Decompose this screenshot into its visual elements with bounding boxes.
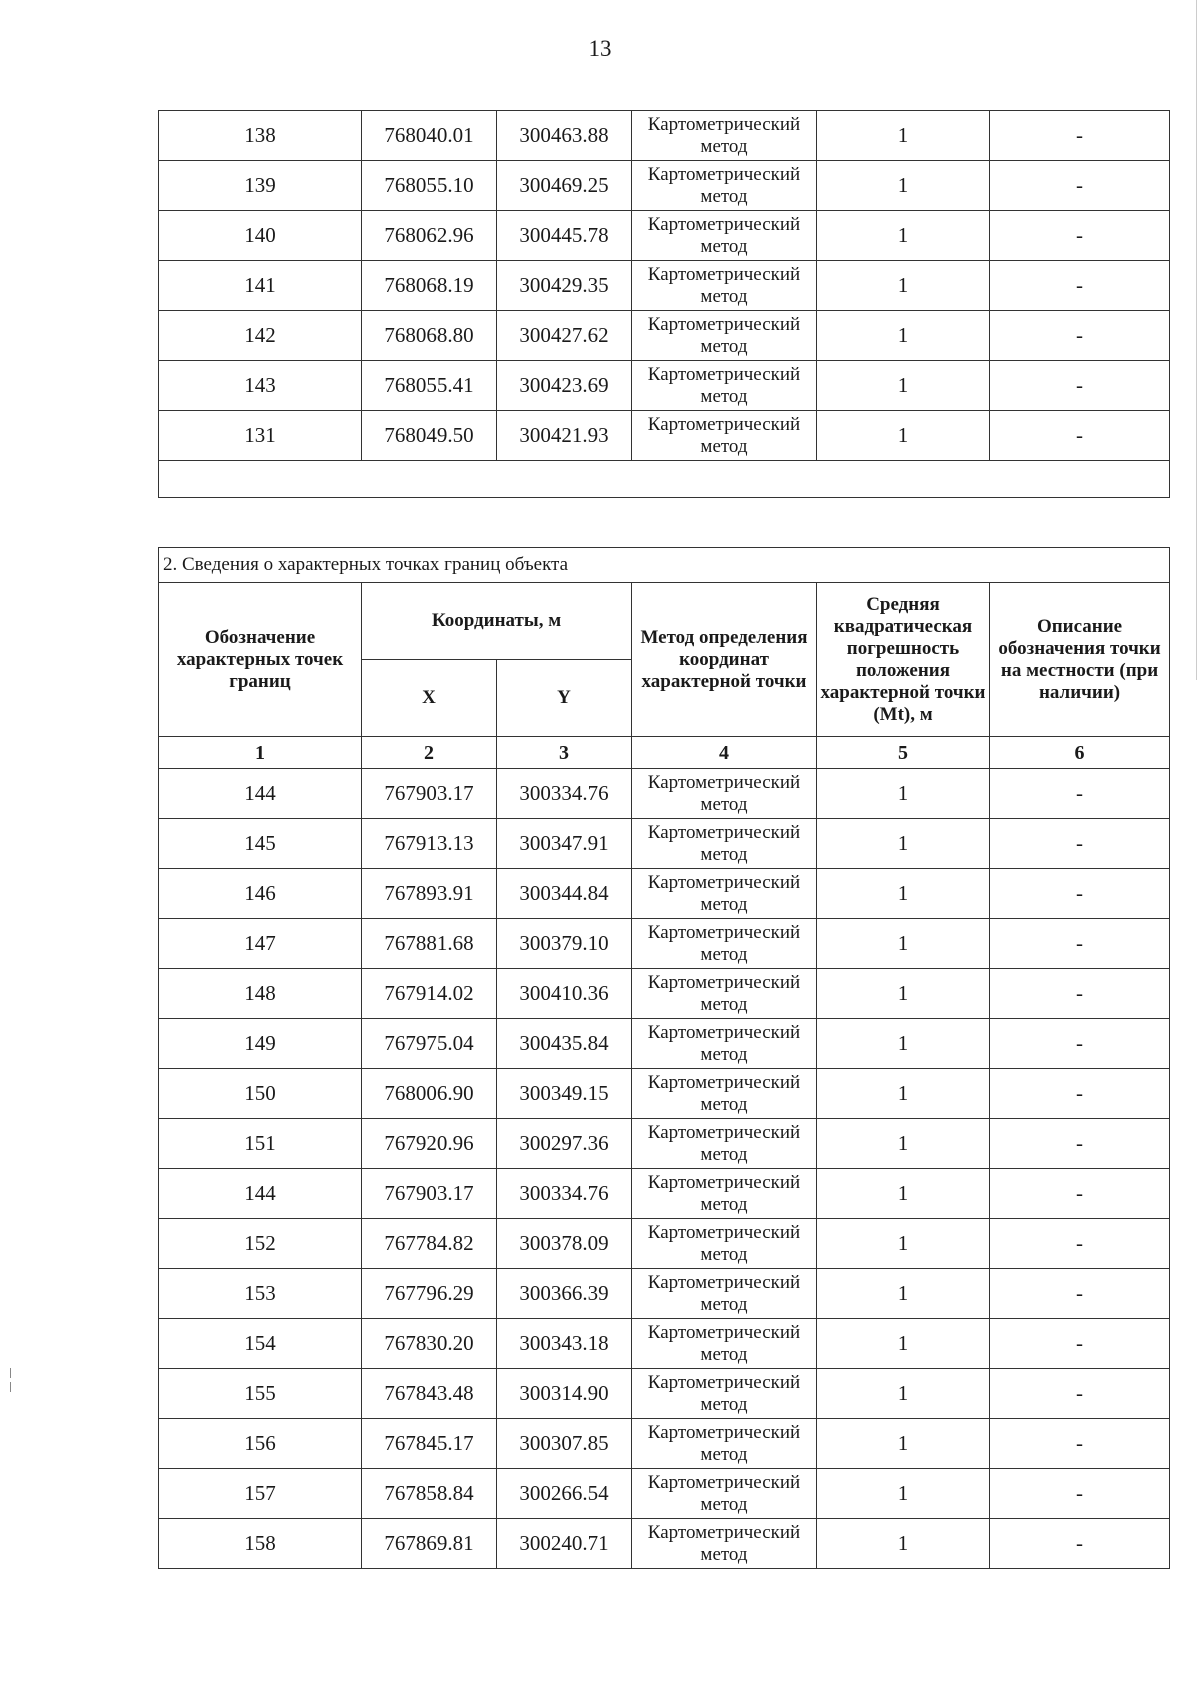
method-cell: Картометрический метод <box>632 1069 817 1119</box>
mean-error-cell: 1 <box>817 411 990 461</box>
mean-error-cell: 1 <box>817 1519 990 1569</box>
method-cell: Картометрический метод <box>632 1369 817 1419</box>
table1-row <box>159 261 1170 311</box>
mean-error-cell: 1 <box>817 1069 990 1119</box>
point-designation-cell: 144 <box>159 769 362 819</box>
method-cell: Картометрический метод <box>632 1019 817 1069</box>
method-cell: Картометрический метод <box>632 1519 817 1569</box>
description-cell: - <box>990 769 1170 819</box>
point-designation-cell: 143 <box>159 361 362 411</box>
method-cell: Картометрический метод <box>632 1169 817 1219</box>
coordinate-y-cell: 300429.35 <box>497 261 632 311</box>
table2-row <box>159 919 1170 969</box>
mean-error-cell: 1 <box>817 919 990 969</box>
point-designation-cell: 144 <box>159 1169 362 1219</box>
coordinate-x-cell: 768062.96 <box>362 211 497 261</box>
table1-row <box>159 111 1170 161</box>
description-cell: - <box>990 1419 1170 1469</box>
description-cell: - <box>990 361 1170 411</box>
description-cell: - <box>990 1369 1170 1419</box>
coordinate-y-cell: 300334.76 <box>497 769 632 819</box>
description-cell: - <box>990 819 1170 869</box>
description-cell: - <box>990 969 1170 1019</box>
header-x: X <box>362 660 497 737</box>
table2-row <box>159 769 1170 819</box>
coordinate-x-cell: 768068.19 <box>362 261 497 311</box>
description-cell: - <box>990 1169 1170 1219</box>
description-cell: - <box>990 869 1170 919</box>
coordinate-y-cell: 300379.10 <box>497 919 632 969</box>
coordinate-y-cell: 300297.36 <box>497 1119 632 1169</box>
point-designation-cell: 150 <box>159 1069 362 1119</box>
coordinate-x-cell: 768040.01 <box>362 111 497 161</box>
coordinate-x-cell: 767975.04 <box>362 1019 497 1069</box>
point-designation-cell: 153 <box>159 1269 362 1319</box>
coordinate-x-cell: 767843.48 <box>362 1369 497 1419</box>
coordinate-x-cell: 767869.81 <box>362 1519 497 1569</box>
coordinate-x-cell: 767913.13 <box>362 819 497 869</box>
page-number: 13 <box>588 36 612 61</box>
coordinate-x-cell: 768049.50 <box>362 411 497 461</box>
point-designation-cell: 131 <box>159 411 362 461</box>
coordinate-y-cell: 300410.36 <box>497 969 632 1019</box>
coordinate-y-cell: 300347.91 <box>497 819 632 869</box>
method-cell: Картометрический метод <box>632 1119 817 1169</box>
table2-row <box>159 1169 1170 1219</box>
coordinate-y-cell: 300307.85 <box>497 1419 632 1469</box>
table2-row <box>159 869 1170 919</box>
header-y: Y <box>497 660 632 737</box>
table2-row <box>159 1469 1170 1519</box>
mean-error-cell: 1 <box>817 161 990 211</box>
method-cell: Картометрический метод <box>632 1269 817 1319</box>
coordinate-y-cell: 300378.09 <box>497 1219 632 1269</box>
scan-margin-mark <box>10 1368 11 1378</box>
scan-margin-mark <box>10 1382 11 1392</box>
column-number: 1 <box>159 737 362 769</box>
header-error: Средняя квадратическая погрешность положения характерной точки (Mt), м <box>817 583 990 737</box>
mean-error-cell: 1 <box>817 261 990 311</box>
coordinate-y-cell: 300349.15 <box>497 1069 632 1119</box>
point-designation-cell: 146 <box>159 869 362 919</box>
header-method: Метод определения координат характерной точки <box>632 583 817 737</box>
point-designation-cell: 157 <box>159 1469 362 1519</box>
mean-error-cell: 1 <box>817 1169 990 1219</box>
coordinate-y-cell: 300435.84 <box>497 1019 632 1069</box>
column-number: 2 <box>362 737 497 769</box>
method-cell: Картометрический метод <box>632 919 817 969</box>
point-designation-cell: 154 <box>159 1319 362 1369</box>
table1-row <box>159 411 1170 461</box>
point-designation-cell: 149 <box>159 1019 362 1069</box>
description-cell: - <box>990 919 1170 969</box>
point-designation-cell: 148 <box>159 969 362 1019</box>
table2-row <box>159 1369 1170 1419</box>
table1-row <box>159 361 1170 411</box>
coordinate-y-cell: 300344.84 <box>497 869 632 919</box>
description-cell: - <box>990 1069 1170 1119</box>
method-cell: Картометрический метод <box>632 1419 817 1469</box>
mean-error-cell: 1 <box>817 1469 990 1519</box>
mean-error-cell: 1 <box>817 311 990 361</box>
method-cell: Картометрический метод <box>632 869 817 919</box>
method-cell: Картометрический метод <box>632 1219 817 1269</box>
point-designation-cell: 158 <box>159 1519 362 1569</box>
mean-error-cell: 1 <box>817 1269 990 1319</box>
coordinate-y-cell: 300343.18 <box>497 1319 632 1369</box>
coordinate-y-cell: 300266.54 <box>497 1469 632 1519</box>
coordinate-x-cell: 767893.91 <box>362 869 497 919</box>
empty-cell <box>159 461 1170 498</box>
table1-row <box>159 211 1170 261</box>
coordinate-y-cell: 300427.62 <box>497 311 632 361</box>
description-cell: - <box>990 261 1170 311</box>
mean-error-cell: 1 <box>817 1219 990 1269</box>
column-number: 6 <box>990 737 1170 769</box>
coordinate-y-cell: 300421.93 <box>497 411 632 461</box>
coordinate-y-cell: 300423.69 <box>497 361 632 411</box>
point-designation-cell: 155 <box>159 1369 362 1419</box>
coordinate-x-cell: 767830.20 <box>362 1319 497 1369</box>
boundary-points-table <box>158 547 1170 1569</box>
description-cell: - <box>990 311 1170 361</box>
description-cell: - <box>990 1469 1170 1519</box>
method-cell: Картометрический метод <box>632 211 817 261</box>
mean-error-cell: 1 <box>817 1319 990 1369</box>
table2-row <box>159 819 1170 869</box>
table2-row <box>159 1419 1170 1469</box>
header-coordinates: Координаты, м <box>362 583 632 660</box>
column-number: 5 <box>817 737 990 769</box>
coordinate-x-cell: 767858.84 <box>362 1469 497 1519</box>
method-cell: Картометрический метод <box>632 969 817 1019</box>
table2-row <box>159 1319 1170 1369</box>
column-number: 4 <box>632 737 817 769</box>
coordinate-x-cell: 768068.80 <box>362 311 497 361</box>
method-cell: Картометрический метод <box>632 411 817 461</box>
coordinate-y-cell: 300240.71 <box>497 1519 632 1569</box>
mean-error-cell: 1 <box>817 1119 990 1169</box>
method-cell: Картометрический метод <box>632 769 817 819</box>
coordinate-y-cell: 300366.39 <box>497 1269 632 1319</box>
coordinate-x-cell: 767920.96 <box>362 1119 497 1169</box>
mean-error-cell: 1 <box>817 111 990 161</box>
method-cell: Картометрический метод <box>632 1469 817 1519</box>
header-designation: Обозначение характерных точек границ <box>159 583 362 737</box>
coordinate-x-cell: 767845.17 <box>362 1419 497 1469</box>
point-designation-cell: 151 <box>159 1119 362 1169</box>
mean-error-cell: 1 <box>817 1369 990 1419</box>
method-cell: Картометрический метод <box>632 111 817 161</box>
description-cell: - <box>990 1269 1170 1319</box>
table1-row <box>159 161 1170 211</box>
point-designation-cell: 152 <box>159 1219 362 1269</box>
coordinate-y-cell: 300314.90 <box>497 1369 632 1419</box>
point-designation-cell: 147 <box>159 919 362 969</box>
table2-body <box>159 548 1170 1569</box>
table2-row <box>159 1019 1170 1069</box>
description-cell: - <box>990 1519 1170 1569</box>
method-cell: Картометрический метод <box>632 819 817 869</box>
mean-error-cell: 1 <box>817 211 990 261</box>
method-cell: Картометрический метод <box>632 161 817 211</box>
description-cell: - <box>990 211 1170 261</box>
mean-error-cell: 1 <box>817 1019 990 1069</box>
description-cell: - <box>990 161 1170 211</box>
coordinate-y-cell: 300334.76 <box>497 1169 632 1219</box>
coordinate-x-cell: 767914.02 <box>362 969 497 1019</box>
table2-row <box>159 1119 1170 1169</box>
table2-row <box>159 1069 1170 1119</box>
coordinate-x-cell: 768055.10 <box>362 161 497 211</box>
coordinate-x-cell: 767784.82 <box>362 1219 497 1269</box>
header-description: Описание обозначения точки на местности (при наличии) <box>990 583 1170 737</box>
table1-row <box>159 311 1170 361</box>
section-title: 2. Сведения о характерных точках границ объекта <box>159 548 1170 583</box>
description-cell: - <box>990 1119 1170 1169</box>
mean-error-cell: 1 <box>817 1419 990 1469</box>
description-cell: - <box>990 111 1170 161</box>
method-cell: Картометрический метод <box>632 361 817 411</box>
table2-row <box>159 1519 1170 1569</box>
description-cell: - <box>990 1319 1170 1369</box>
coordinate-y-cell: 300469.25 <box>497 161 632 211</box>
coordinate-x-cell: 768055.41 <box>362 361 497 411</box>
point-designation-cell: 142 <box>159 311 362 361</box>
mean-error-cell: 1 <box>817 969 990 1019</box>
table1-empty-row <box>159 461 1170 498</box>
boundary-points-table-continued <box>158 110 1170 498</box>
description-cell: - <box>990 1019 1170 1069</box>
point-designation-cell: 141 <box>159 261 362 311</box>
method-cell: Картометрический метод <box>632 1319 817 1369</box>
scan-edge-mark <box>1196 0 1197 680</box>
table1-body <box>159 111 1170 498</box>
mean-error-cell: 1 <box>817 361 990 411</box>
column-number: 3 <box>497 737 632 769</box>
description-cell: - <box>990 1219 1170 1269</box>
method-cell: Картометрический метод <box>632 261 817 311</box>
coordinate-x-cell: 767903.17 <box>362 1169 497 1219</box>
coordinate-x-cell: 768006.90 <box>362 1069 497 1119</box>
coordinate-x-cell: 767903.17 <box>362 769 497 819</box>
coordinate-y-cell: 300445.78 <box>497 211 632 261</box>
mean-error-cell: 1 <box>817 869 990 919</box>
point-designation-cell: 139 <box>159 161 362 211</box>
point-designation-cell: 138 <box>159 111 362 161</box>
coordinate-x-cell: 767796.29 <box>362 1269 497 1319</box>
point-designation-cell: 140 <box>159 211 362 261</box>
coordinate-x-cell: 767881.68 <box>362 919 497 969</box>
table2-row <box>159 1219 1170 1269</box>
mean-error-cell: 1 <box>817 769 990 819</box>
point-designation-cell: 145 <box>159 819 362 869</box>
description-cell: - <box>990 411 1170 461</box>
method-cell: Картометрический метод <box>632 311 817 361</box>
coordinate-y-cell: 300463.88 <box>497 111 632 161</box>
mean-error-cell: 1 <box>817 819 990 869</box>
table2-row <box>159 969 1170 1019</box>
table2-row <box>159 1269 1170 1319</box>
point-designation-cell: 156 <box>159 1419 362 1469</box>
